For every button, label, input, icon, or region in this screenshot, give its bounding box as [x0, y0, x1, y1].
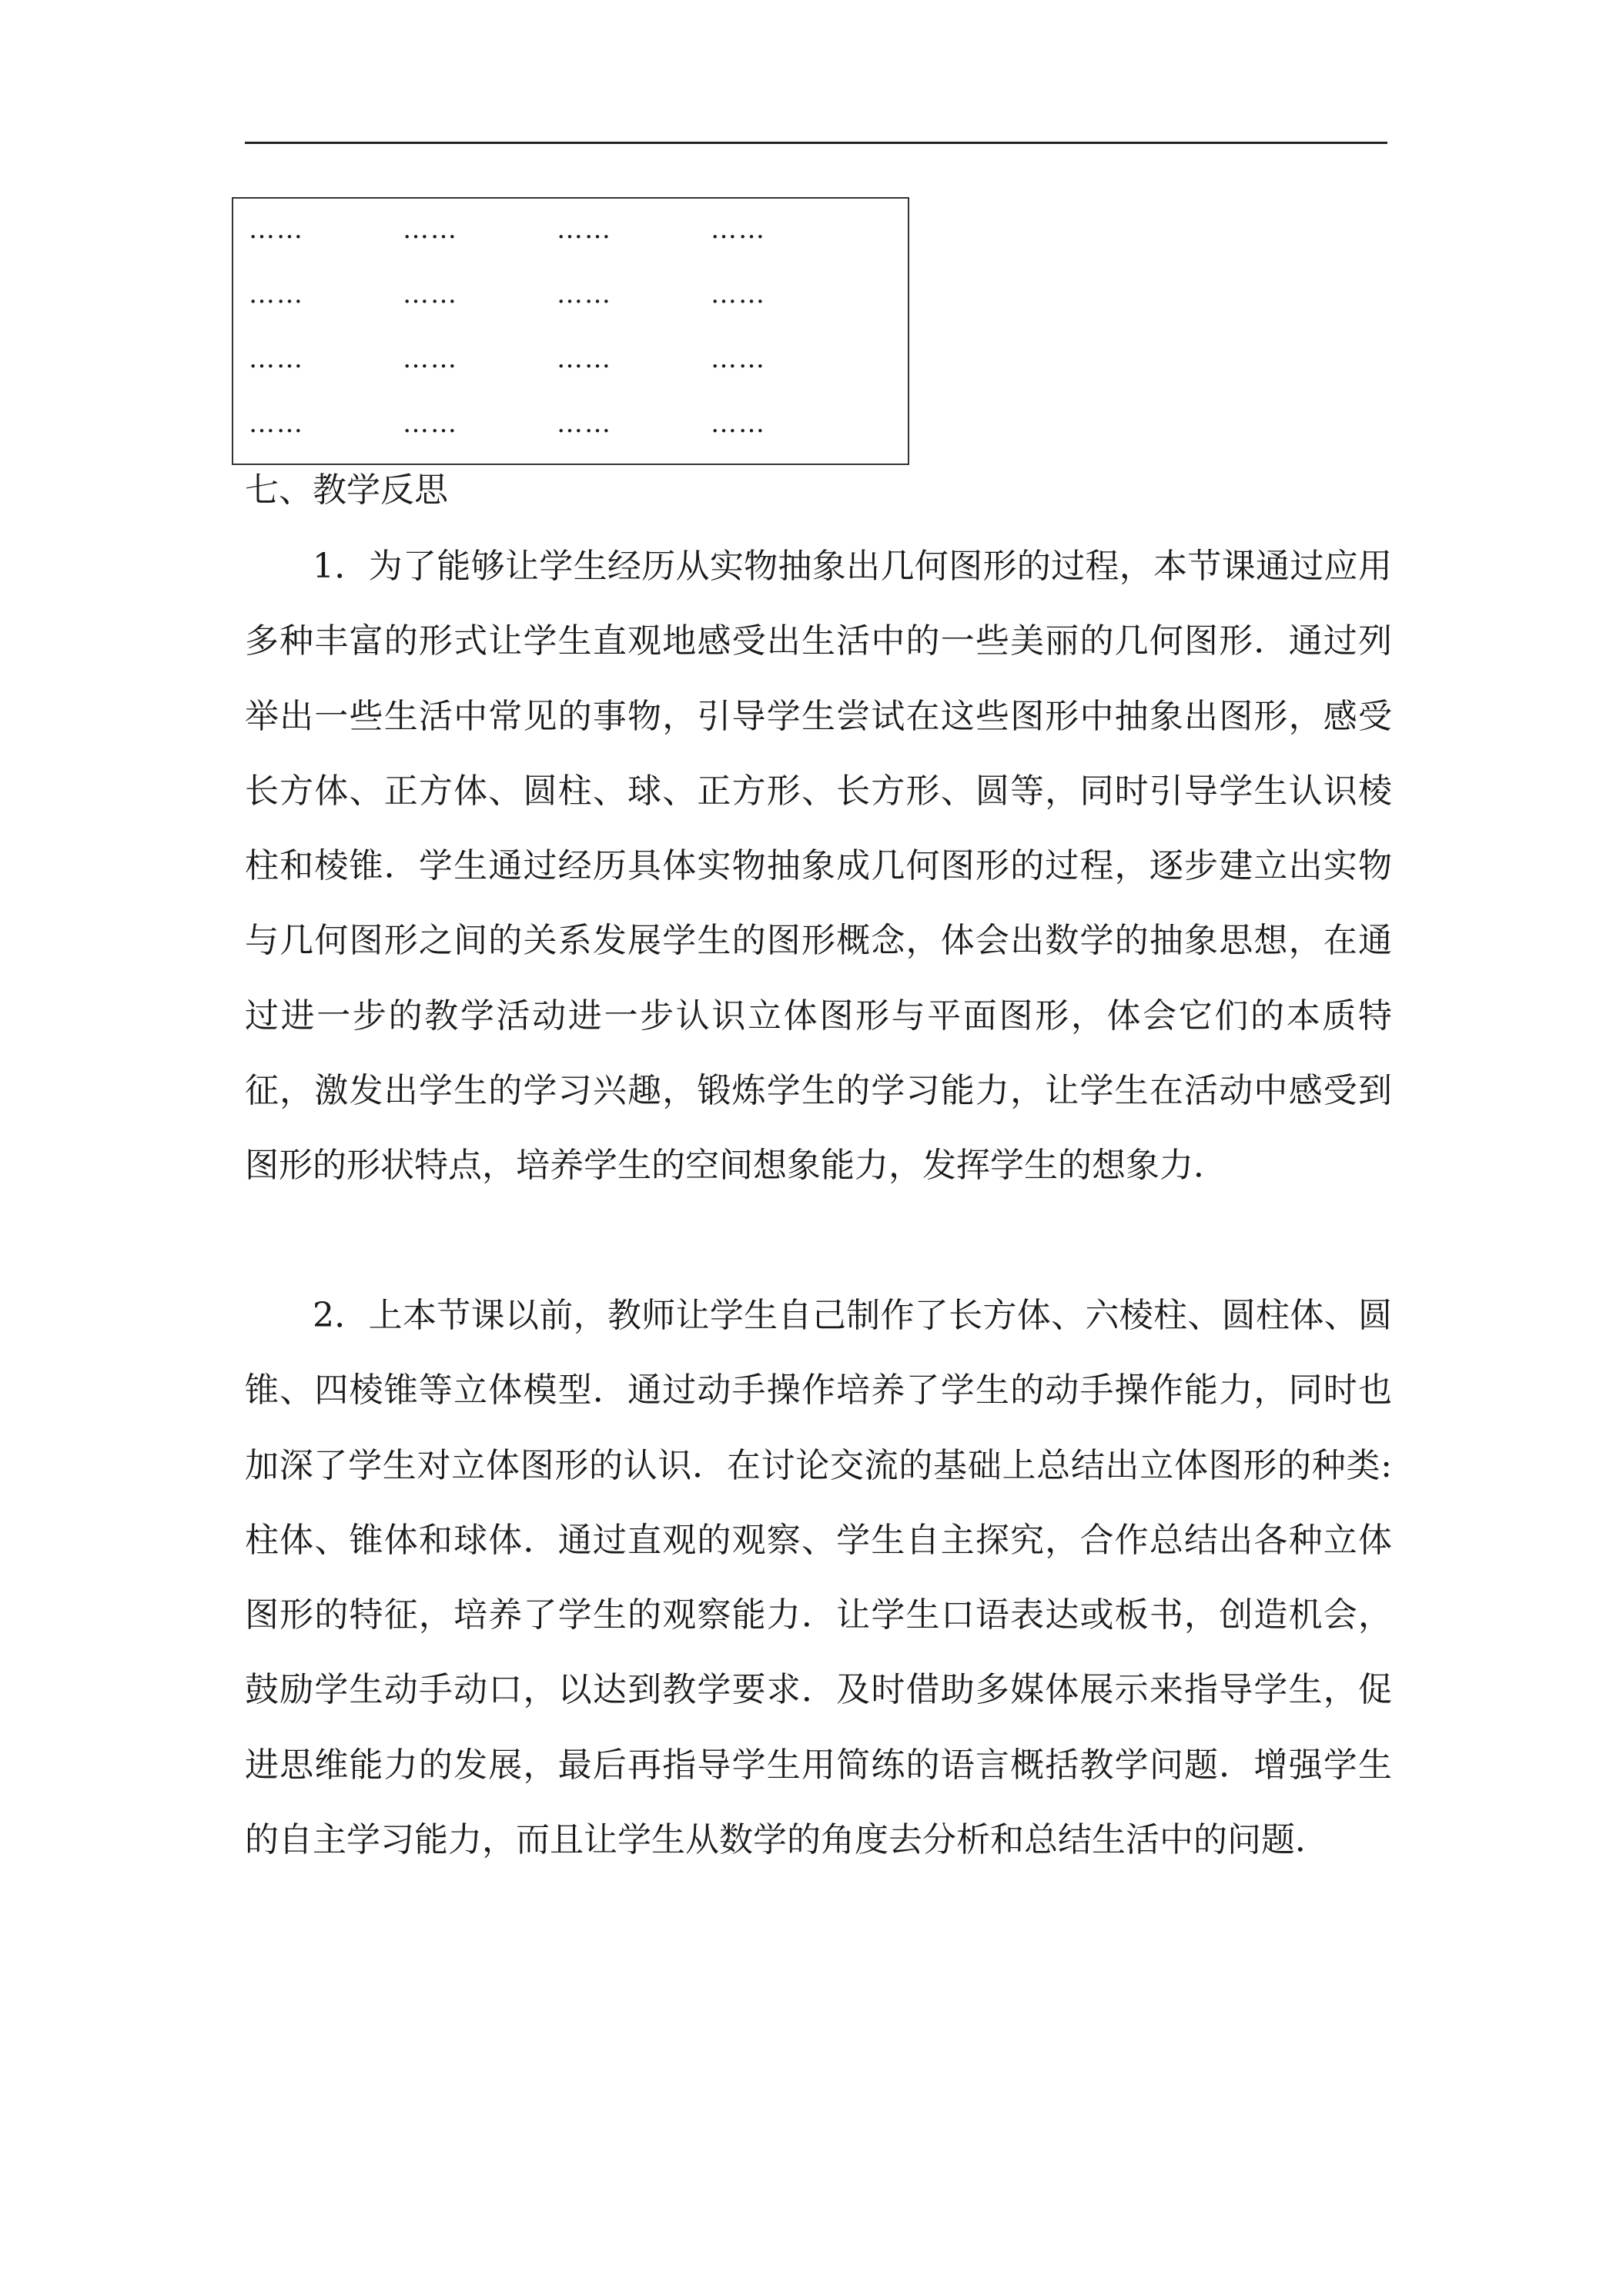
placeholder-row — [249, 214, 895, 245]
placeholder-row — [249, 408, 895, 439]
reflection-paragraph-1: 1．为了能够让学生经历从实物抽象出几何图形的过程，本节课通过应用多种丰富的形式让学生直观地感受出生活中的一些美丽的几何图形．通过列举出一些生活中常见的事物，引导学生尝试在这些图形中抽象出图形，感受长方体、正方体、圆柱、球、正方形、长方形、圆等，同时引导学生认识棱柱和棱锥．学生通过经历具体实物抽象成几何图形的过程，逐步建立出实物与几何图形之间的关系发展学生的图形概念，体会出数学的抽象思想，在通过进一步的教学活动进一步认识立体图形与平面图形，体会它们的本质特征，激发出学生的学习兴趣，锻炼学生的学习能力，让学生在活动中感受到图形的形状特点，培养学生的空间想象能力，发挥学生的想象力． — [245, 547, 1392, 1186]
placeholder-cell: …… — [403, 279, 458, 310]
section-heading: 七、教学反思 — [245, 470, 448, 510]
placeholder-table-box — [232, 197, 909, 465]
placeholder-cell: …… — [557, 408, 612, 439]
placeholder-cell: …… — [557, 279, 612, 310]
placeholder-cell: …… — [711, 343, 766, 374]
placeholder-row — [249, 279, 895, 310]
header-rule — [245, 142, 1387, 144]
placeholder-cell: …… — [249, 214, 304, 245]
placeholder-cell: …… — [711, 279, 766, 310]
placeholder-cell: …… — [557, 214, 612, 245]
reflection-paragraph-2: 2．上本节课以前，教师让学生自己制作了长方体、六棱柱、圆柱体、圆锥、四棱锥等立体模型．通过动手操作培养了学生的动手操作能力，同时也加深了学生对立体图形的认识．在讨论交流的基础上总结出立体图形的种类:柱体、锥体和球体．通过直观的观察、学生自主探究，合作总结出各种立体图形的特征，培养了学生的观察能力．让学生口语表达或板书，创造机会，鼓励学生动手动口，以达到教学要求．及时借助多媒体展示来指导学生，促进思维能力的发展，最后再指导学生用简练的语言概括教学问题．增强学生的自主学习能力，而且让学生从数学的角度去分析和总结生活中的问题． — [245, 1296, 1392, 1860]
placeholder-cell: …… — [249, 343, 304, 374]
placeholder-row — [249, 343, 895, 374]
placeholder-cell: …… — [711, 408, 766, 439]
placeholder-cell: …… — [249, 408, 304, 439]
placeholder-cell: …… — [403, 214, 458, 245]
placeholder-cell: …… — [711, 214, 766, 245]
placeholder-cell: …… — [403, 343, 458, 374]
placeholder-cell: …… — [557, 343, 612, 374]
placeholder-cell: …… — [249, 279, 304, 310]
placeholder-cell: …… — [403, 408, 458, 439]
